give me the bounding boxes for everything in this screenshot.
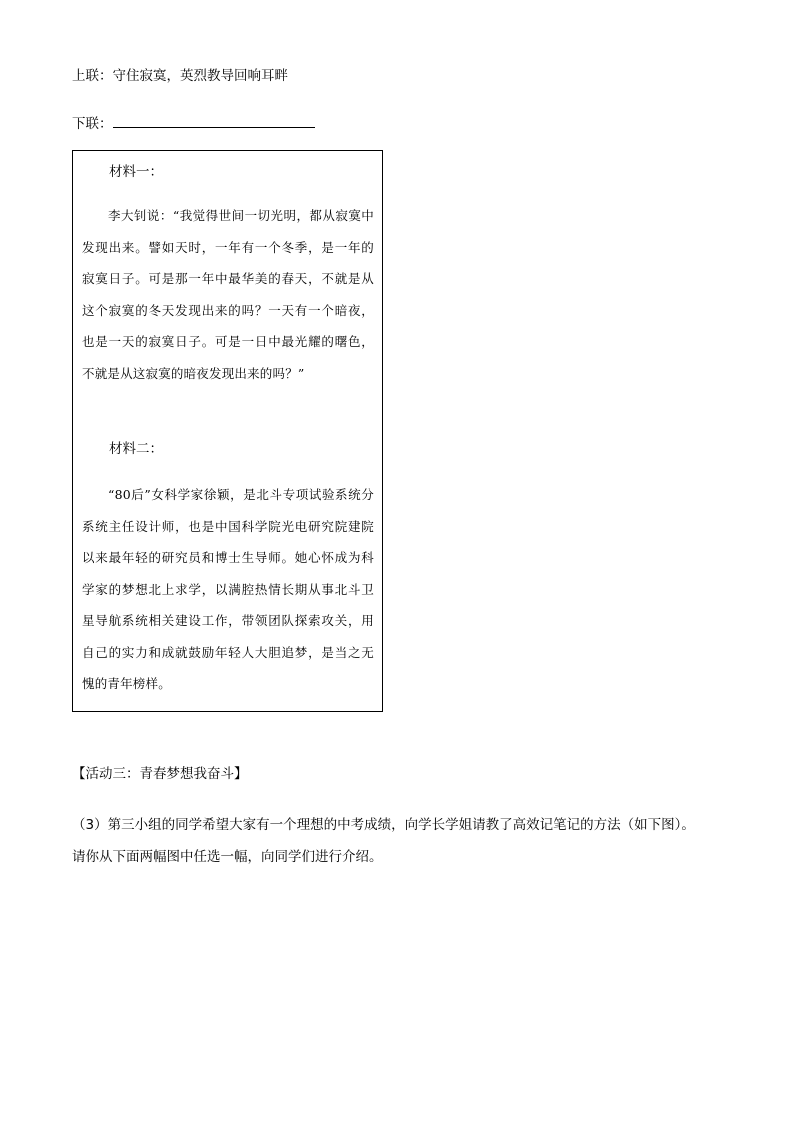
couplet-upper-line: 上联：守住寂寞，英烈教导回响耳畔	[72, 68, 288, 84]
material-box	[72, 150, 383, 712]
material-one-heading: 材料一：	[109, 164, 163, 180]
couplet-lower-label: 下联：	[72, 116, 113, 132]
question-three	[72, 809, 722, 873]
couplet-lower-line	[72, 113, 315, 134]
material-two-text: “80后”女科学家徐颖，是北斗专项试验系统分系统主任设计师，也是中国科学院光电研究院建院以来最年轻的研究员和博士生导师。她心怀成为科学家的梦想北上求学，以满腔热情长期从事北斗卫星导航系统相关建设工作，带领团队探索攻关，用自己的实力和成就鼓励年轻人大胆追梦，是当之无愧的青年榜样。	[82, 487, 374, 691]
activity-three-title: 【活动三：青春梦想我奋斗】	[72, 766, 248, 782]
question-line-2: 请你从下面两幅图中任选一幅，向同学们进行介绍。	[72, 849, 383, 865]
question-line-1: （3）第三小组的同学希望大家有一个理想的中考成绩，向学长学姐请教了高效记笔记的方法（如下图）。	[72, 817, 695, 833]
material-one-text: 李大钊说：“我觉得世间一切光明，都从寂寞中发现出来。譬如天时，一年有一个冬季，是一年的寂寞日子。可是那一年中最华美的春天，不就是从这个寂寞的冬天发现出来的吗？一天有一个暗夜，也是一天的寂寞日子。可是一日中最光耀的曙色，不就是从这寂寞的暗夜发现出来的吗？”	[82, 208, 374, 381]
answer-blank[interactable]	[113, 113, 315, 128]
material-two-heading: 材料二：	[109, 441, 163, 457]
